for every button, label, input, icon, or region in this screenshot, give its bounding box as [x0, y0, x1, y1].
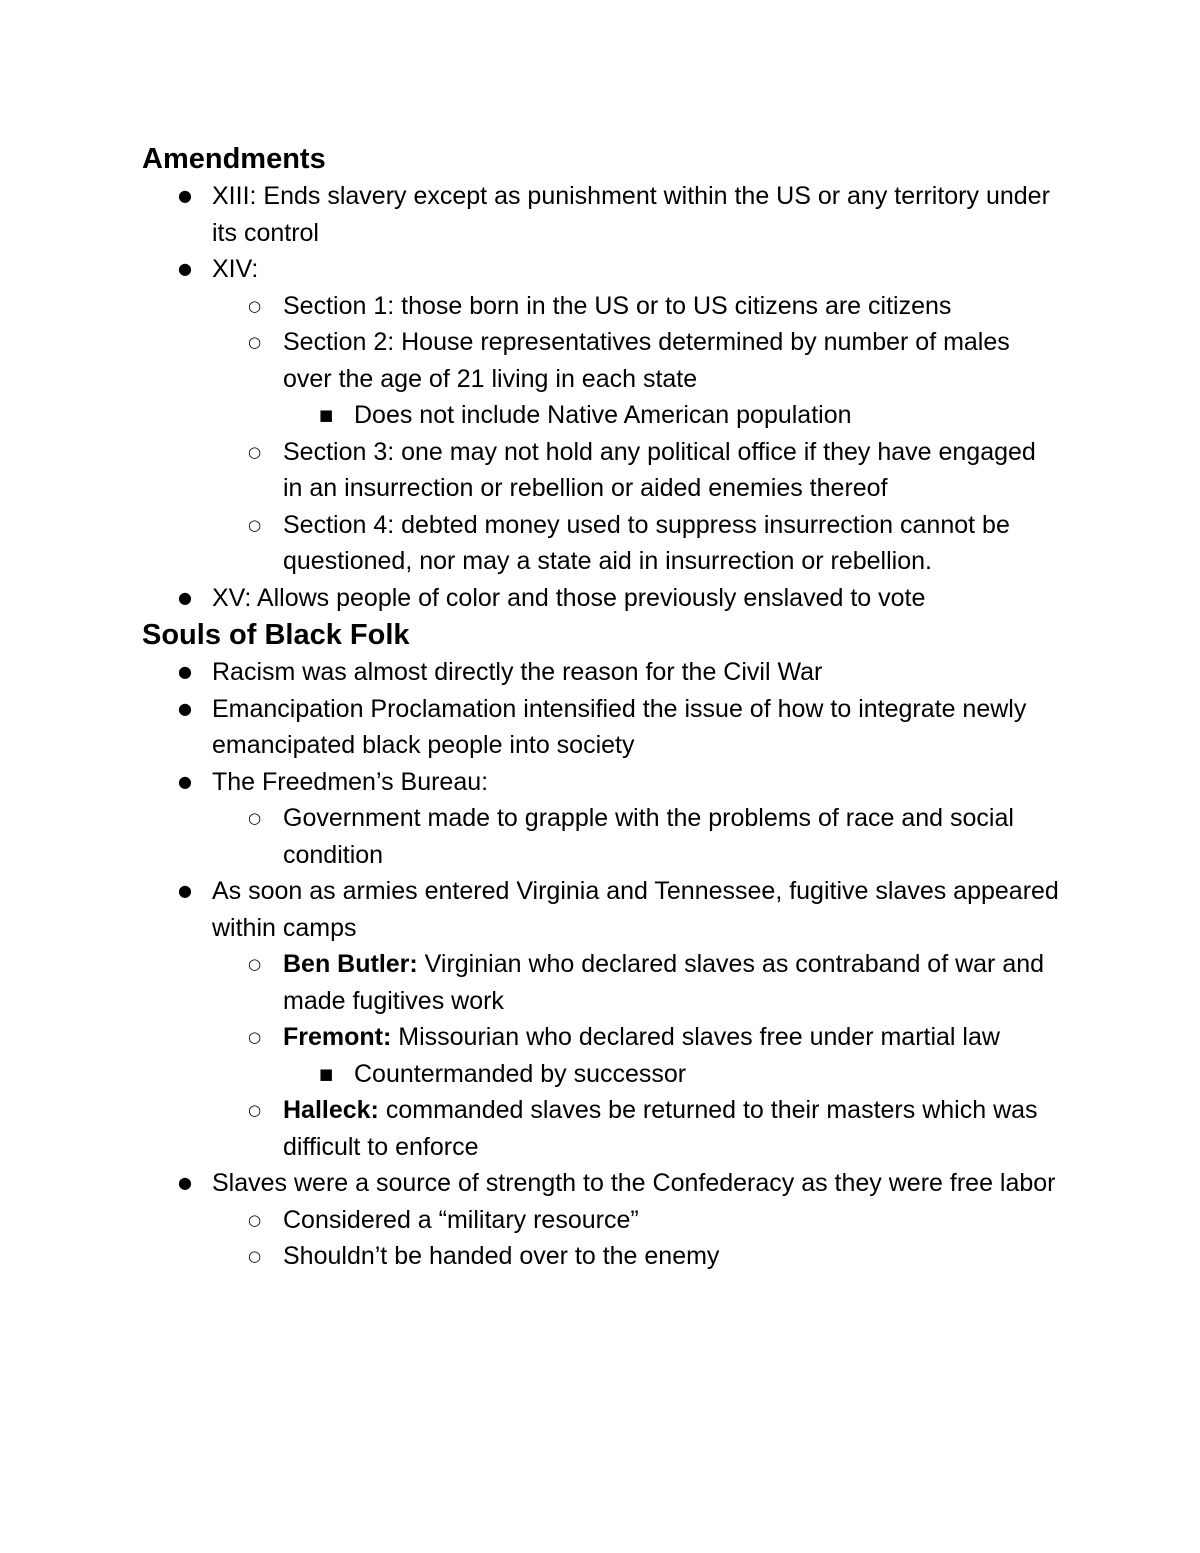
list-item-text: Racism was almost directly the reason for the Civil War: [212, 658, 823, 686]
document-page: [142, 140, 1062, 1275]
section-heading: Souls of Black Folk: [142, 619, 410, 651]
list-item-text: XIII: Ends slavery except as punishment within the US or any territory under its control: [212, 182, 1050, 247]
list-item-text: commanded slaves be returned to their masters which was difficult to enforce: [283, 1096, 1038, 1161]
bullet-circle-icon: ○: [248, 809, 262, 827]
sub-list: [142, 288, 1062, 580]
bullet-disc-icon: ●: [178, 771, 192, 791]
sub-list: [142, 800, 1062, 873]
list-item: [142, 507, 1062, 580]
list-item-lead: Fremont:: [283, 1023, 392, 1051]
list-item-text: Considered a “military resource”: [283, 1205, 639, 1234]
list-item: [142, 764, 1062, 874]
bullet-circle-icon: ○: [248, 1101, 262, 1119]
list-item-text: XV: Allows people of color and those previously enslaved to vote: [212, 583, 926, 612]
list-item: [142, 434, 1062, 507]
list-item: [142, 691, 1062, 764]
bullet-circle-icon: ○: [248, 1247, 262, 1265]
bullet-disc-icon: ●: [178, 1173, 192, 1192]
bullet-disc-icon: ●: [178, 587, 192, 607]
list-item: [142, 324, 1062, 434]
bullet-circle-icon: ○: [248, 955, 262, 973]
list-item: [142, 1019, 1062, 1092]
list-item: [142, 1202, 1062, 1239]
list-item-text: XIV:: [212, 255, 259, 283]
list-item: [142, 251, 1062, 580]
list-item: [142, 178, 1062, 251]
bullet-circle-icon: ○: [248, 442, 262, 461]
list-item-text: Missourian who declared slaves free under martial law: [391, 1023, 1000, 1051]
list-item-text: Section 4: debted money used to suppress insurrection cannot be questioned, nor may a state aid in insurrection or rebellion.: [283, 510, 1010, 575]
sub-list: [142, 1202, 1062, 1275]
section-heading: Amendments: [142, 143, 326, 175]
list-item-text: Countermanded by successor: [354, 1059, 687, 1088]
list-item-lead: Halleck:: [283, 1096, 379, 1124]
bullet-circle-icon: ○: [248, 515, 262, 534]
sub-sub-list: [142, 397, 1062, 434]
list-item-text: Government made to grapple with the problems of race and social condition: [283, 804, 1014, 869]
list-item-text: As soon as armies entered Virginia and Tennessee, fugitive slaves appeared within camps: [212, 877, 1059, 942]
list-item: [142, 580, 1062, 617]
sub-sub-list: [142, 1056, 1062, 1093]
list-item-text: Shouldn’t be handed over to the enemy: [283, 1242, 720, 1270]
bullet-disc-icon: ●: [178, 259, 192, 278]
list-item-text: Virginian who declared slaves as contraband of war and made fugitives work: [283, 950, 1045, 1015]
list-item-text: Section 2: House representatives determined by number of males over the age of 21 living in each state: [283, 328, 1010, 393]
list-item-text: Slaves were a source of strength to the Confederacy as they were free labor: [212, 1169, 1056, 1197]
bullet-disc-icon: ●: [178, 881, 192, 900]
bullet-circle-icon: ○: [248, 1028, 262, 1046]
bullet-circle-icon: ○: [248, 333, 262, 351]
list-item-text: The Freedmen’s Bureau:: [212, 767, 489, 796]
bullet-disc-icon: ●: [178, 698, 192, 718]
list-item: [142, 873, 1062, 1165]
list-item: [142, 397, 1062, 434]
list-item-text: Section 1: those born in the US or to US citizens are citizens: [283, 291, 952, 320]
bullet-list: [142, 178, 1062, 616]
sub-list: [142, 946, 1062, 1165]
list-item: [142, 1165, 1062, 1275]
bullet-square-icon: ■: [319, 1064, 334, 1083]
list-item: [142, 800, 1062, 873]
bullet-disc-icon: ●: [178, 662, 192, 681]
list-item-text: Does not include Native American population: [354, 401, 852, 429]
bullet-disc-icon: ●: [178, 186, 192, 205]
bullet-square-icon: ■: [319, 406, 334, 424]
list-item: [142, 1238, 1062, 1275]
list-item: [142, 654, 1062, 691]
bullet-circle-icon: ○: [248, 296, 262, 315]
list-item-text: Section 3: one may not hold any political office if they have engaged in an insurrection or rebellion or aided enemies thereof: [283, 437, 1036, 502]
list-item: [142, 288, 1062, 325]
list-item-lead: Ben Butler:: [283, 950, 418, 978]
list-item: [142, 1056, 1062, 1093]
list-item: [142, 1092, 1062, 1165]
bullet-list: [142, 654, 1062, 1275]
list-item-text: Emancipation Proclamation intensified the issue of how to integrate newly emancipated black people into society: [212, 694, 1027, 759]
list-item: [142, 946, 1062, 1019]
bullet-circle-icon: ○: [248, 1210, 262, 1229]
